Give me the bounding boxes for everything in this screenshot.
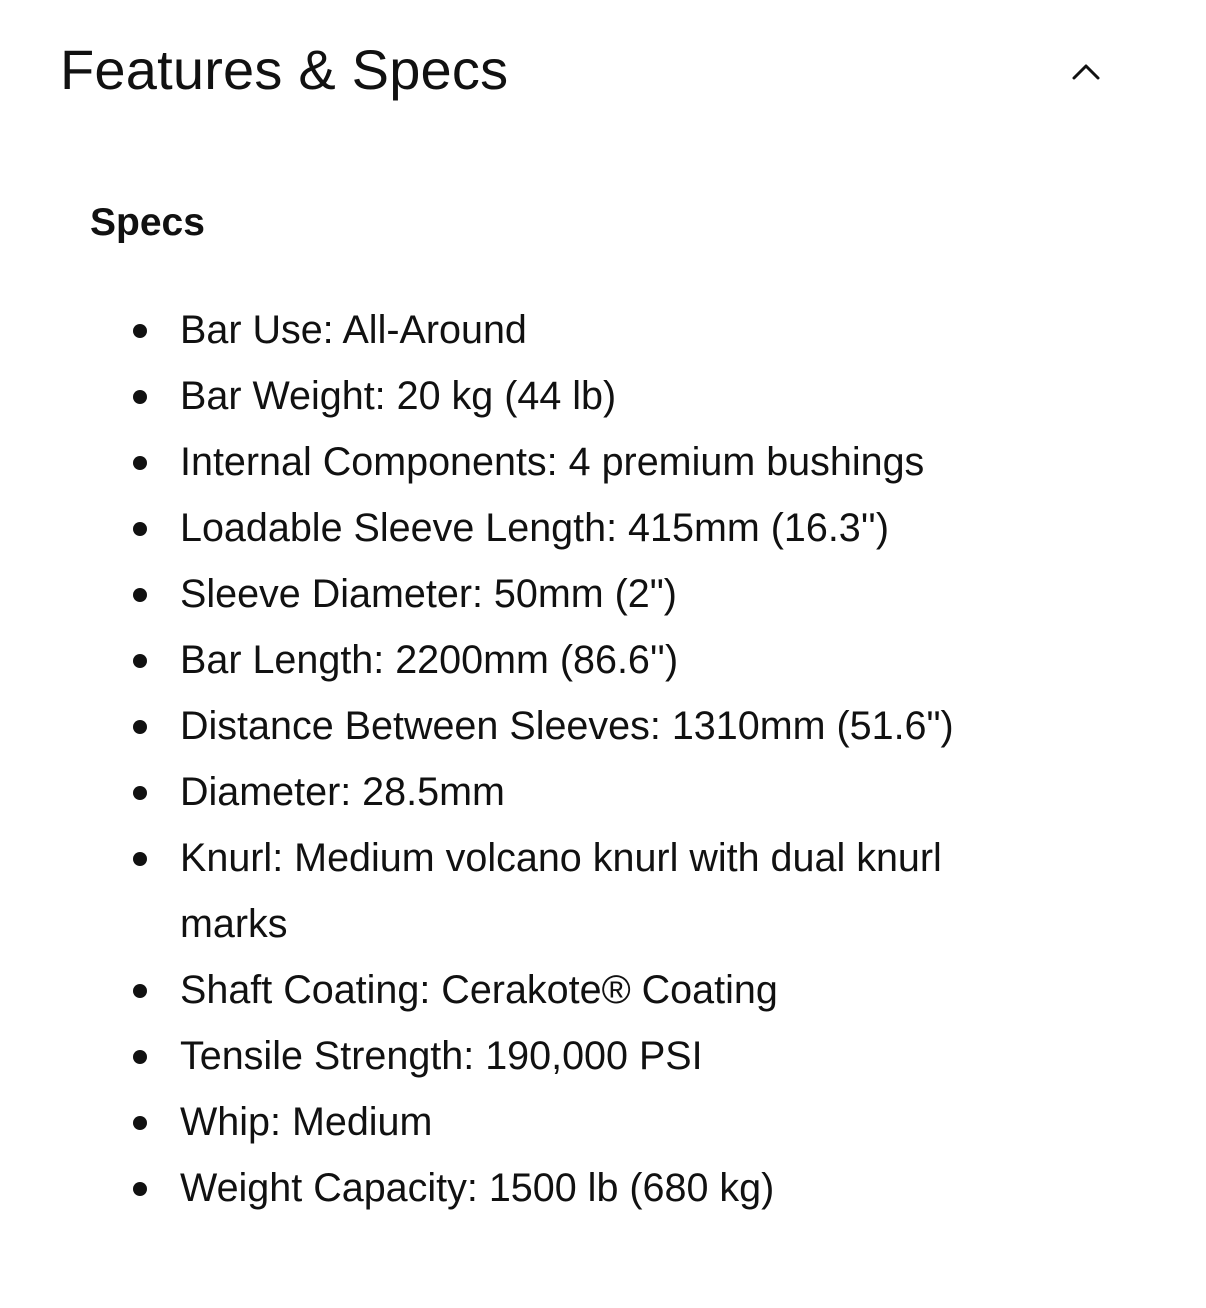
chevron-up-icon[interactable] <box>1062 50 1110 94</box>
bullet-icon <box>133 588 147 602</box>
spec-item <box>0 759 1040 825</box>
spec-item-text: Shaft Coating: Cerakote® Coating <box>180 968 778 1012</box>
spec-item-text: Distance Between Sleeves: 1310mm (51.6") <box>180 704 954 748</box>
spec-item <box>0 1023 1040 1089</box>
spec-item-text: Weight Capacity: 1500 lb (680 kg) <box>180 1166 775 1210</box>
spec-item <box>0 693 1040 759</box>
bullet-icon <box>133 786 147 800</box>
spec-item-text: Loadable Sleeve Length: 415mm (16.3'') <box>180 506 889 550</box>
bullet-icon <box>133 522 147 536</box>
bullet-icon <box>133 456 147 470</box>
spec-item <box>0 627 1040 693</box>
spec-list <box>0 297 1040 1221</box>
spec-item <box>0 495 1040 561</box>
bullet-icon <box>133 852 147 866</box>
spec-item <box>0 561 1040 627</box>
spec-item <box>0 1089 1040 1155</box>
spec-item <box>0 429 1040 495</box>
accordion-title: Features & Specs <box>60 38 509 101</box>
spec-item-text: Bar Use: All-Around <box>180 308 527 352</box>
spec-item <box>0 297 1040 363</box>
spec-item-text: Internal Components: 4 premium bushings <box>180 440 925 484</box>
bullet-icon <box>133 1116 147 1130</box>
bullet-icon <box>133 720 147 734</box>
spec-item <box>0 957 1040 1023</box>
spec-item-text: Bar Length: 2200mm (86.6'') <box>180 638 679 682</box>
spec-item <box>0 363 1040 429</box>
bullet-icon <box>133 984 147 998</box>
spec-item <box>0 1155 1040 1221</box>
bullet-icon <box>133 390 147 404</box>
spec-item <box>0 825 1040 957</box>
bullet-icon <box>133 1050 147 1064</box>
spec-item-text: Whip: Medium <box>180 1100 433 1144</box>
spec-item-text: Knurl: Medium volcano knurl with dual knurl marks <box>180 836 942 946</box>
spec-item-text: Diameter: 28.5mm <box>180 770 505 814</box>
spec-item-text: Sleeve Diameter: 50mm (2") <box>180 572 677 616</box>
bullet-icon <box>133 324 147 338</box>
bullet-icon <box>133 1182 147 1196</box>
spec-item-text: Bar Weight: 20 kg (44 lb) <box>180 374 617 418</box>
spec-item-text: Tensile Strength: 190,000 PSI <box>180 1034 703 1078</box>
bullet-icon <box>133 654 147 668</box>
accordion-header-features-specs[interactable] <box>0 0 1206 140</box>
specs-heading: Specs <box>90 201 205 244</box>
